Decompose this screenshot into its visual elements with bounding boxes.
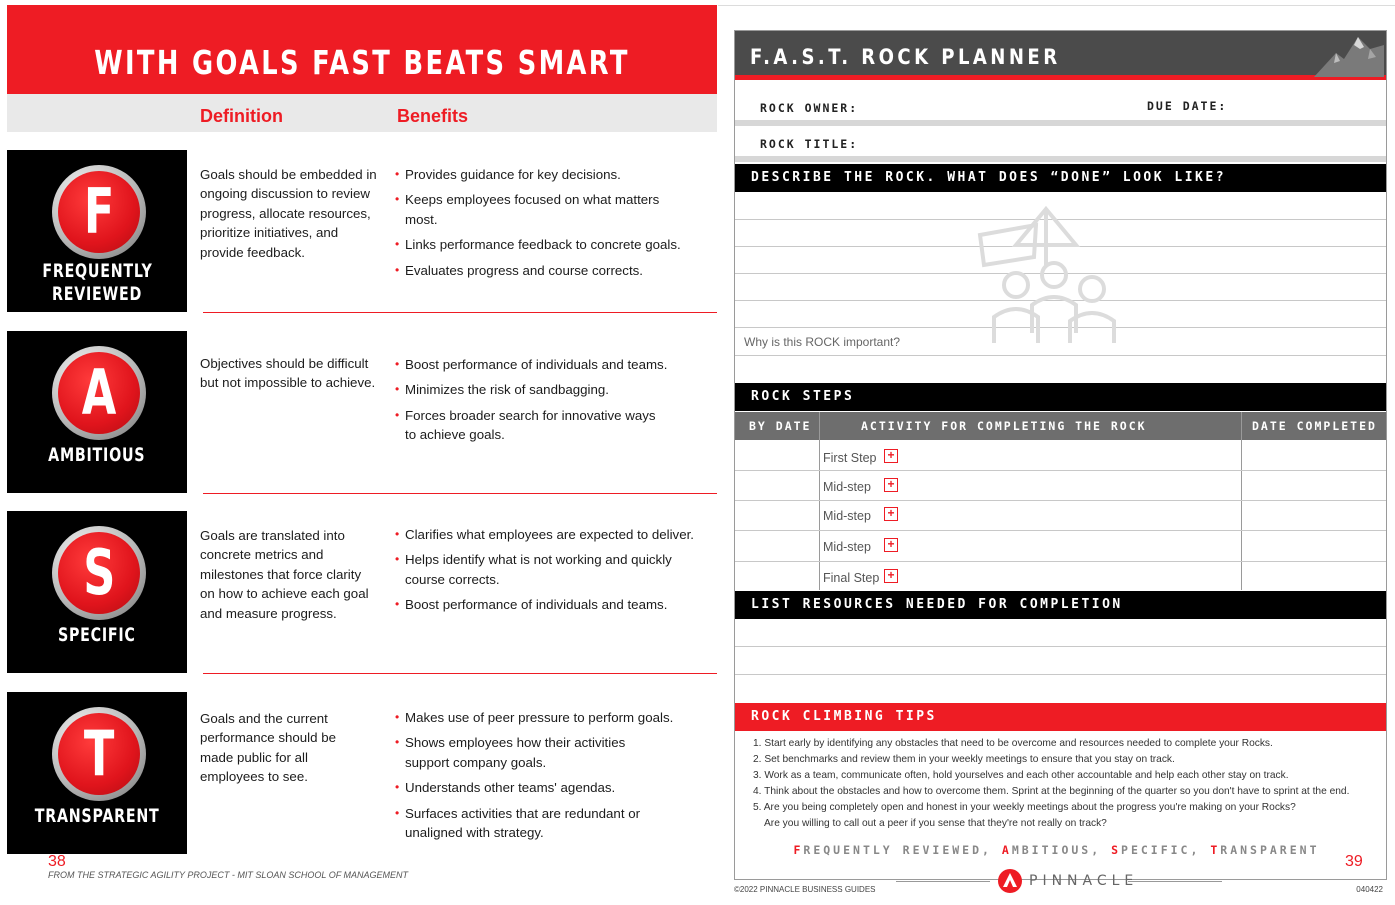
page-title: WITH GOALS FAST BEATS SMART [94, 43, 630, 82]
footer-rule [1128, 881, 1222, 882]
list-item: • Shows employees how their activities support company goals. [395, 733, 670, 772]
badge-letter: F [83, 175, 115, 248]
source-footer: FROM THE STRATEGIC AGILITY PROJECT - MIT SLOAN SCHOOL OF MANAGEMENT [48, 870, 409, 880]
step-label: Mid-step [823, 509, 871, 523]
list-item: • Keeps employees focused on what matters most. [395, 190, 695, 229]
fast-letter-block-s [7, 511, 187, 673]
column-divider [1241, 412, 1242, 590]
block-label: AMBITIOUS [48, 444, 146, 466]
list-item: 4. Think about the obstacles and how to overcome them. Sprint at the beginning of the quarter so you don't have to sprint at the end. [753, 786, 1350, 797]
block-label: REVIEWED [51, 283, 143, 305]
row-line [735, 561, 1386, 562]
divider [203, 312, 717, 313]
list-item: 5. Are you being completely open and honest in your weekly meetings about the progress you're making on your Rocks? [753, 802, 1296, 813]
definition-text: Goals and the current performance should be made public for all employees to see. [200, 711, 337, 785]
plus-icon[interactable]: + [884, 569, 898, 583]
block-label: SPECIFIC [58, 624, 136, 646]
mountain-peak-icon [1314, 31, 1384, 77]
page-number: 38 [48, 853, 66, 870]
badge-letter: T [83, 717, 115, 790]
list-item: 1. Start early by identifying any obstacles that need to be overcome and resources needed to complete your Rocks. [753, 738, 1273, 749]
badge-letter: A [81, 356, 117, 429]
rock-title-label: ROCK TITLE: [760, 137, 859, 151]
column-divider [819, 412, 820, 590]
fast-letter-block-f [7, 150, 187, 312]
page-number: 39 [1345, 853, 1363, 870]
letter-badge [52, 707, 146, 801]
fast-letter-block-a [7, 331, 187, 493]
brand-name: PINNACLE [1029, 873, 1139, 889]
list-item: • Understands other teams' agendas. [395, 778, 695, 797]
steps-table-header [735, 412, 1386, 440]
pinnacle-logo-icon [998, 869, 1022, 893]
write-line [735, 674, 1386, 675]
due-date-label: DUE DATE: [1147, 99, 1228, 113]
plus-icon[interactable]: + [884, 449, 898, 463]
row-line [735, 470, 1386, 471]
benefits-list [395, 355, 695, 451]
list-item: • Minimizes the risk of sandbagging. [395, 380, 695, 399]
list-item: • Boost performance of individuals and teams. [395, 595, 695, 614]
divider [203, 673, 717, 674]
row-line [735, 500, 1386, 501]
write-line [735, 646, 1386, 647]
resources-heading: LIST RESOURCES NEEDED FOR COMPLETION [735, 591, 1386, 619]
list-item: • Links performance feedback to concrete goals. [395, 235, 695, 254]
describe-heading: DESCRIBE THE ROCK. WHAT DOES “DONE” LOOK LIKE? [735, 164, 1386, 192]
plus-icon[interactable]: + [884, 507, 898, 521]
col-date-completed: DATE COMPLETED [1252, 419, 1377, 433]
document-code: 040422 [1356, 885, 1383, 894]
col-by-date: BY DATE [749, 419, 812, 433]
block-label: TRANSPARENT [34, 805, 160, 827]
list-item: • Boost performance of individuals and teams. [395, 355, 695, 374]
list-item: 3. Work as a team, communicate often, hold yourselves and each other accountable and help each other stay on track. [753, 770, 1289, 781]
write-line [735, 355, 1386, 356]
right-page [718, 0, 1395, 905]
list-item: • Evaluates progress and course corrects. [395, 261, 695, 280]
letter-badge [52, 346, 146, 440]
tips-heading: ROCK CLIMBING TIPS [735, 703, 1386, 731]
step-label: First Step [823, 451, 877, 465]
benefits-heading: Benefits [397, 106, 469, 126]
step-label: Mid-step [823, 480, 871, 494]
list-item: • Clarifies what employees are expected to deliver. [395, 525, 695, 544]
footer-rule [896, 881, 990, 882]
list-item: • Provides guidance for key decisions. [395, 165, 695, 184]
team-climbing-icon [976, 205, 1124, 345]
tips-list [753, 736, 1383, 832]
badge-letter: S [82, 536, 116, 609]
step-label: Final Step [823, 571, 880, 585]
rock-owner-label: ROCK OWNER: [760, 101, 859, 115]
copyright: ©2022 PINNACLE BUSINESS GUIDES [734, 885, 876, 894]
step-label: Mid-step [823, 540, 871, 554]
title-banner [7, 5, 717, 94]
field-rule [735, 120, 1386, 126]
planner-title: F.A.S.T. ROCK PLANNER [750, 45, 1061, 69]
definition-heading: Definition [200, 106, 283, 126]
divider [203, 493, 717, 494]
letter-badge [52, 526, 146, 620]
column-header-band [7, 94, 717, 132]
benefits-list [395, 165, 695, 286]
plus-icon[interactable]: + [884, 478, 898, 492]
why-important-prompt: Why is this ROCK important? [744, 335, 901, 349]
list-item: • Helps identify what is not working and quickly course corrects. [395, 550, 675, 589]
col-activity: ACTIVITY FOR COMPLETING THE ROCK [861, 419, 1147, 433]
list-item: • Makes use of peer pressure to perform goals. [395, 708, 695, 727]
benefits-list [395, 708, 695, 848]
field-rule [735, 156, 1386, 162]
list-item: 2. Set benchmarks and review them in your weekly meetings to ensure that you stay on track. [753, 754, 1175, 765]
list-item: • Surfaces activities that are redundant or unaligned with strategy. [395, 804, 645, 843]
row-line [735, 530, 1386, 531]
list-item: • Forces broader search for innovative ways to achieve goals. [395, 406, 665, 445]
steps-heading: ROCK STEPS [735, 383, 1386, 411]
fast-acronym-line: FREQUENTLY REVIEWED, AMBITIOUS, SPECIFIC, TRANSPARENT [793, 843, 1320, 857]
header-accent [735, 75, 1386, 80]
plus-icon[interactable]: + [884, 538, 898, 552]
definition-text: Goals should be embedded in ongoing discussion to review progress, allocate resources, prioritize initiatives, and provide feedback. [200, 167, 377, 260]
definition-text: Objectives should be difficult but not impossible to achieve. [200, 356, 376, 391]
fast-letter-block-t [7, 692, 187, 854]
block-label: FREQUENTLY [41, 260, 153, 282]
definition-text: Goals are translated into concrete metrics and milestones that force clarity on how to achieve each goal and measure progress. [200, 528, 369, 621]
benefits-list [395, 525, 695, 621]
letter-badge [52, 165, 146, 259]
page-edge [718, 5, 1395, 6]
list-item: Are you willing to call out a peer if you sense that they're not really on track? [764, 818, 1107, 829]
